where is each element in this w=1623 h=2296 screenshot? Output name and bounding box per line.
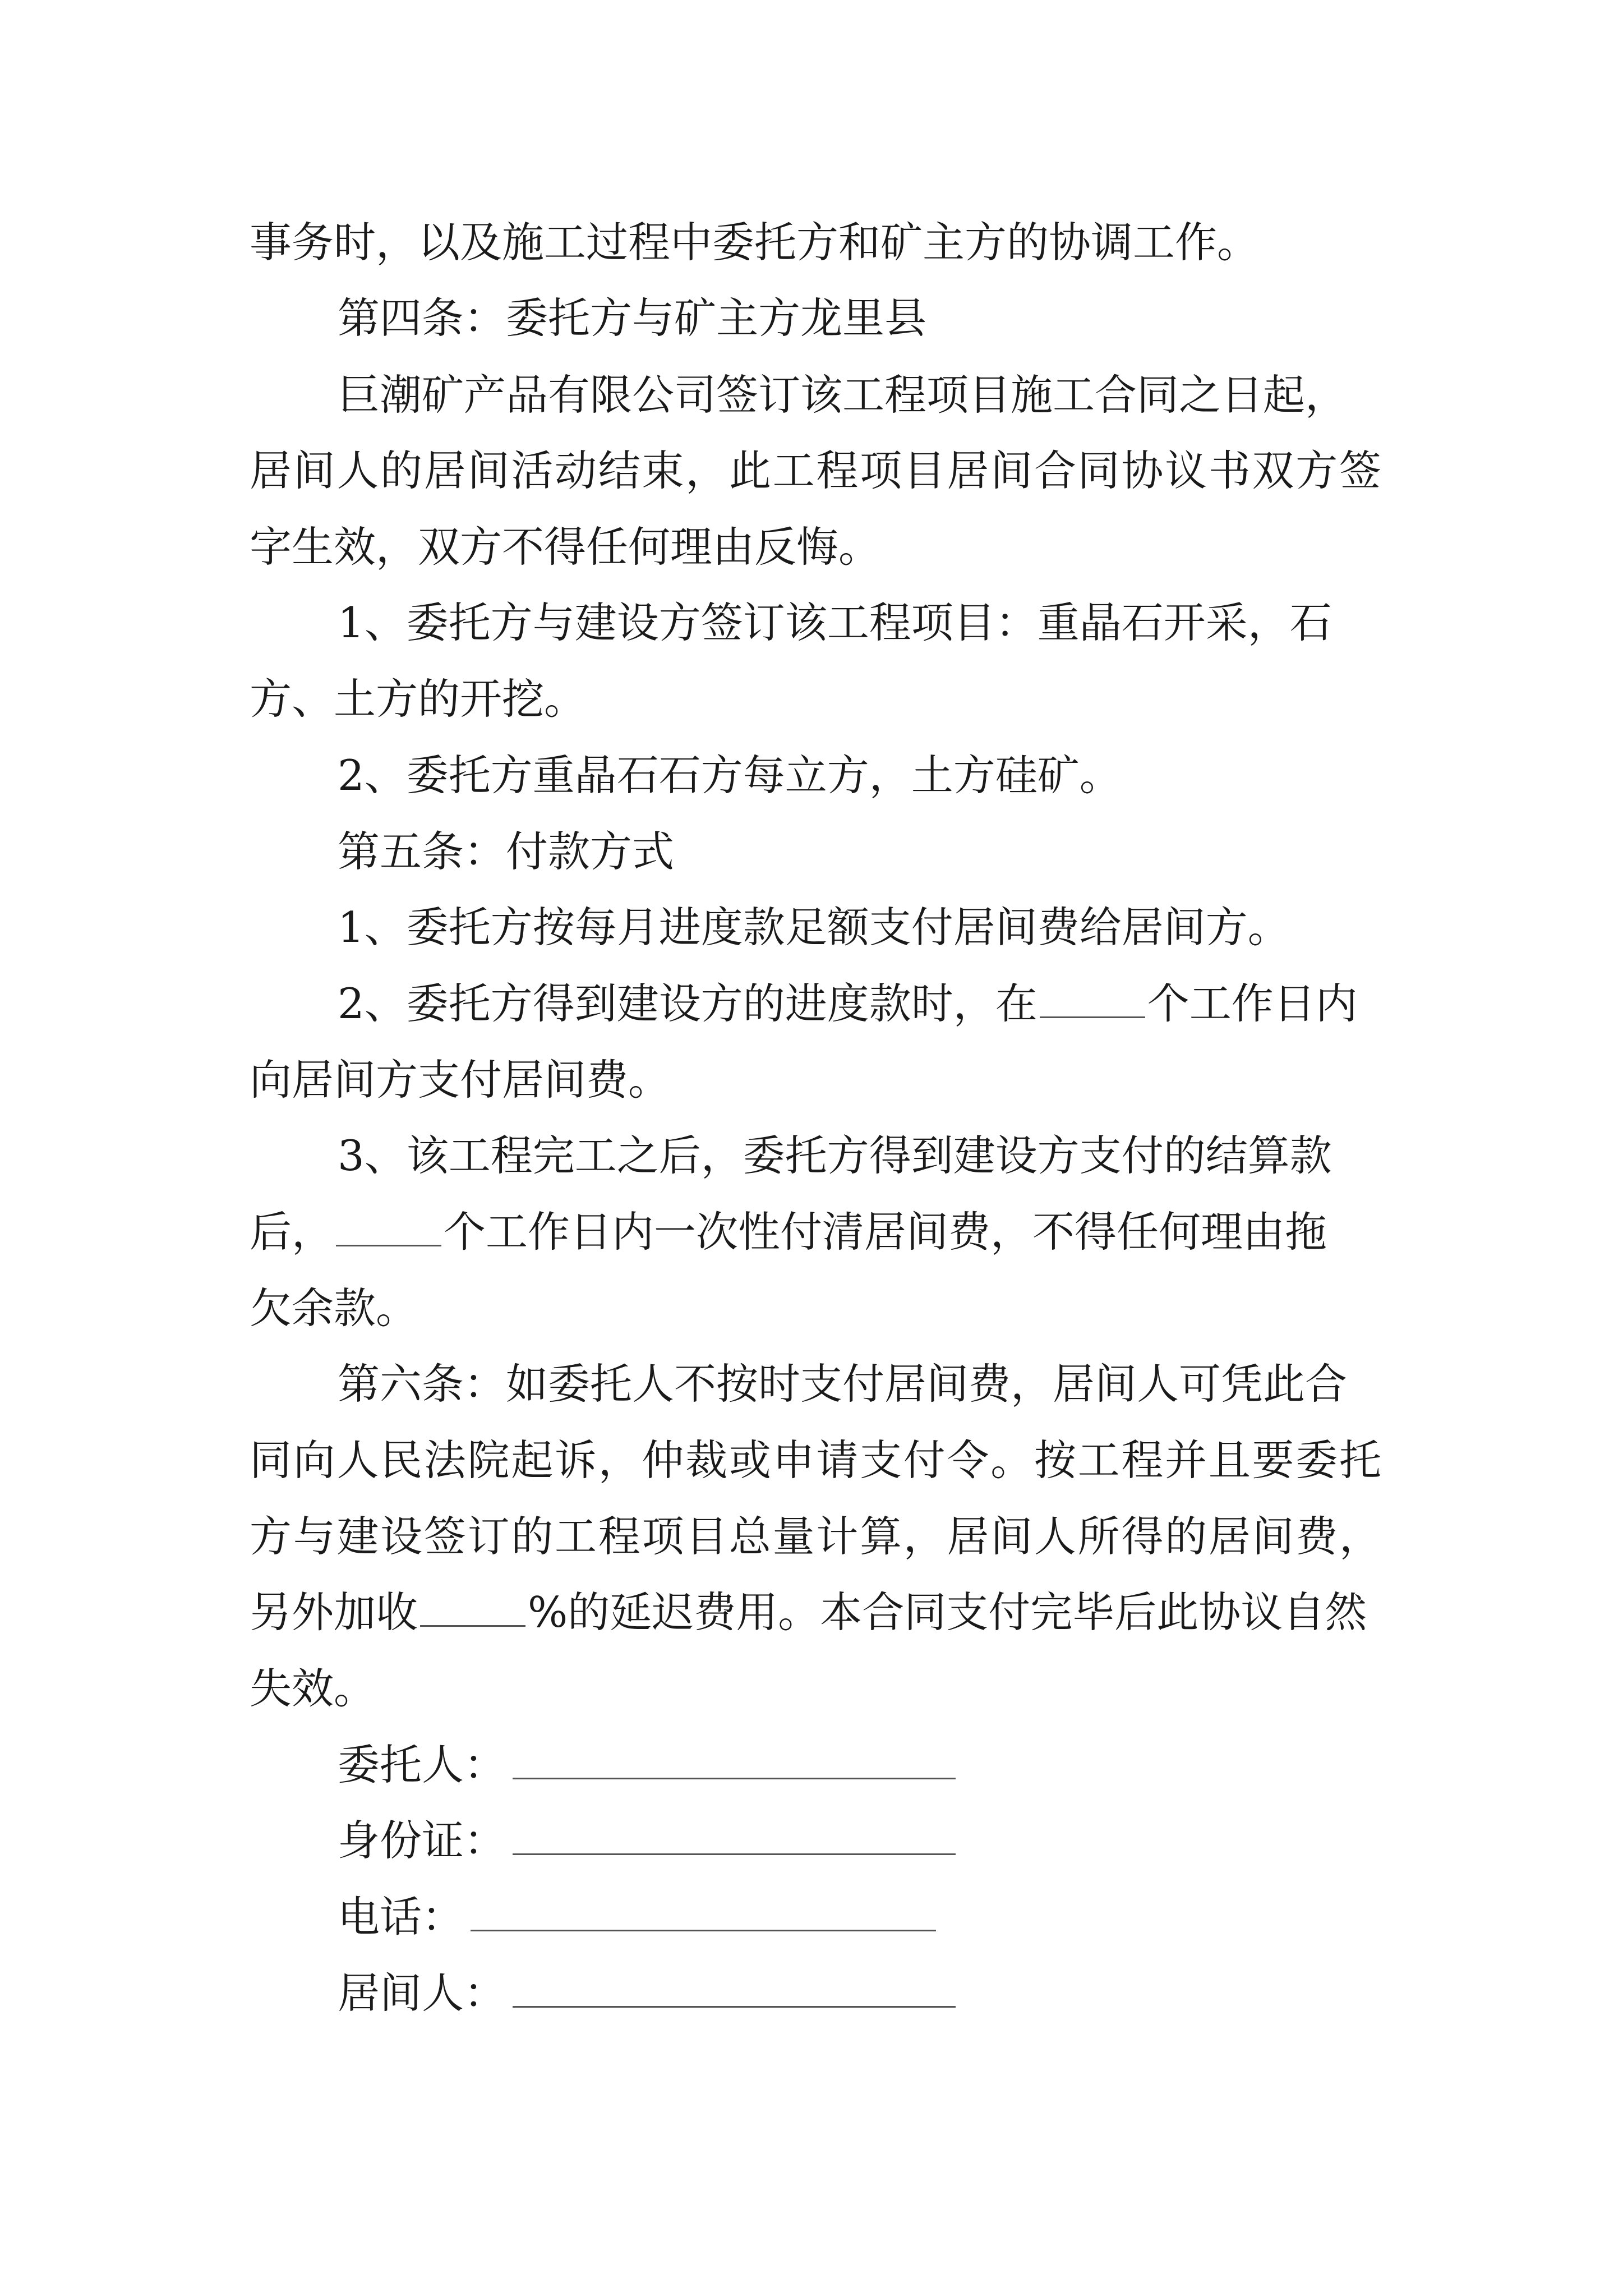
- intermediary-signature-field: [513, 1972, 956, 2008]
- article-5-heading: 第五条：付款方式: [338, 827, 675, 876]
- article-6-text-b: %的延迟费用。本合同支付完毕后此协议自然: [528, 1588, 1367, 1637]
- clause-5-3-end: 欠余款。: [250, 1283, 418, 1333]
- clause-5-2: [338, 979, 1358, 1028]
- article-6-line-3: 方与建设签订的工程项目总量计算，居间人所得的居间费，: [250, 1512, 1381, 1561]
- id-label: 身份证：: [338, 1816, 506, 1865]
- intermediary-label: 居间人：: [338, 1968, 506, 2018]
- id-signature-field: [513, 1820, 956, 1855]
- article-6: 第六条：如委托人不按时支付居间费，居间人可凭此合: [338, 1359, 1348, 1409]
- days-blank-1: [1040, 983, 1145, 1018]
- article-6-text-a: 另外加收: [250, 1588, 418, 1637]
- signature-id: [338, 1816, 956, 1865]
- phone-signature-field: [471, 1896, 936, 1931]
- clause-5-1: 1、委托方按每月进度款足额支付居间费给居间方。: [338, 903, 1290, 952]
- text-line-5: 字生效，双方不得任何理由反悔。: [250, 522, 881, 572]
- article-6-line-2: 同向人民法院起诉，仲裁或申请支付令。按工程并且要委托: [250, 1435, 1381, 1485]
- clause-5-3: 3、该工程完工之后，委托方得到建设方支付的结算款: [338, 1131, 1332, 1180]
- phone-label: 电话：: [338, 1892, 464, 1941]
- percent-blank: [420, 1591, 525, 1627]
- clause-5-2-cont: 向居间方支付居间费。: [250, 1055, 671, 1105]
- signature-phone: [338, 1892, 936, 1941]
- signature-client: [338, 1740, 956, 1789]
- clause-5-3-text-a: 后，: [250, 1207, 334, 1257]
- article-4-heading: 第四条：委托方与矿主方龙里县: [338, 293, 927, 343]
- text-line-1: 事务时，以及施工过程中委托方和矿主方的协调工作。: [250, 218, 1260, 267]
- text-line-4: 居间人的居间活动结束，此工程项目居间合同协议书双方签: [250, 446, 1381, 495]
- clause-5-3-cont: [250, 1207, 1327, 1257]
- text-line-3: 巨潮矿产品有限公司签订该工程项目施工合同之日起，: [338, 370, 1348, 420]
- client-signature-field: [513, 1744, 956, 1779]
- clause-5-2-text-b: 个工作日内: [1147, 979, 1358, 1028]
- client-label: 委托人：: [338, 1740, 506, 1789]
- clause-5-3-text-b: 个工作日内一次性付清居间费，不得任何理由拖: [444, 1207, 1327, 1257]
- signature-intermediary: [338, 1968, 956, 2018]
- clause-4-1-cont: 方、土方的开挖。: [250, 674, 587, 724]
- clause-4-1: 1、委托方与建设方签订该工程项目：重晶石开采，石: [338, 598, 1332, 647]
- article-6-line-5: 失效。: [250, 1664, 376, 1713]
- clause-4-2: 2、委托方重晶石石方每立方，土方硅矿。: [338, 751, 1122, 800]
- clause-5-2-text-a: 2、委托方得到建设方的进度款时，在: [338, 979, 1038, 1028]
- days-blank-2: [336, 1211, 441, 1246]
- article-6-line-4: [250, 1588, 1367, 1637]
